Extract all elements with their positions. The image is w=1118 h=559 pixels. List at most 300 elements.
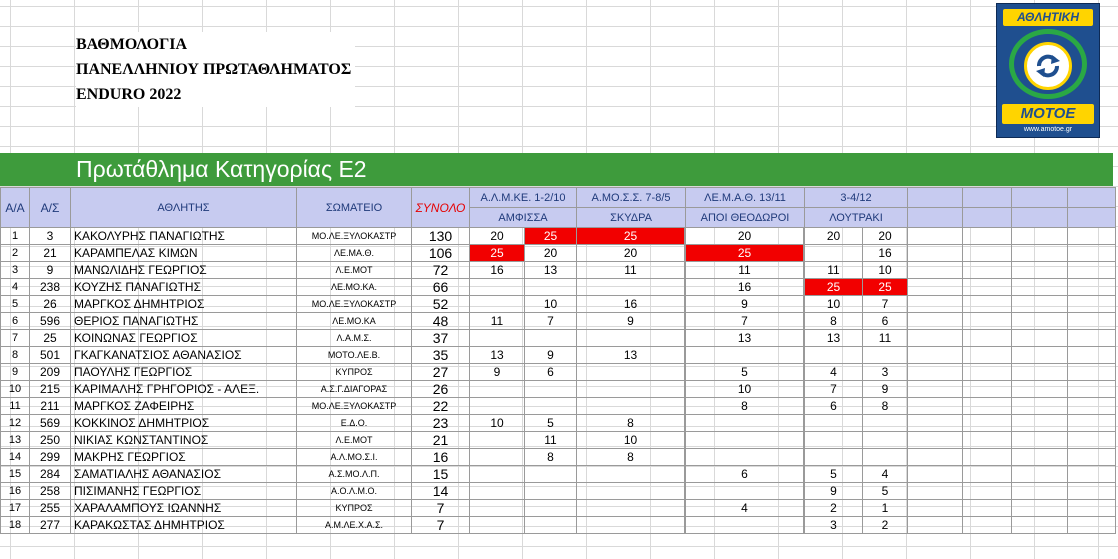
row-score-cell: 16: [686, 279, 804, 296]
row-as: 596: [30, 313, 71, 330]
table-row: [1, 398, 1116, 415]
row-total: 35: [412, 347, 470, 364]
row-score-cell: 25: [863, 279, 908, 296]
row-club: Α.Ο.Λ.Μ.Ο.: [297, 483, 412, 500]
row-as: 9: [30, 262, 71, 279]
empty-cell: [1012, 262, 1068, 279]
empty-header: [1012, 208, 1068, 228]
round-4-venue: ΛΟΥΤΡΑΚΙ: [805, 208, 908, 228]
table-row: [1, 279, 1116, 296]
row-score-cell: [470, 330, 525, 347]
row-total: 52: [412, 296, 470, 313]
title-line-1: ΒΑΘΜΟΛΟΓΙΑ: [76, 36, 188, 53]
table-row: [1, 262, 1116, 279]
row-score-cell: 9: [686, 296, 804, 313]
row-score-cell: 9: [470, 364, 525, 381]
row-as: 3: [30, 228, 71, 245]
row-as: 211: [30, 398, 71, 415]
row-score-cell: [470, 279, 525, 296]
row-total: 14: [412, 483, 470, 500]
row-aa: 8: [1, 347, 30, 364]
empty-cell: [908, 381, 963, 398]
row-score-cell: [577, 483, 685, 500]
row-total: 130: [412, 228, 470, 245]
row-score-cell: 5: [805, 466, 863, 483]
empty-cell: [908, 262, 963, 279]
row-total: 23: [412, 415, 470, 432]
row-club: ΛΕ.ΜΟ.ΚΑ: [297, 313, 412, 330]
empty-cell: [1068, 279, 1116, 296]
empty-cell: [1068, 330, 1116, 347]
empty-cell: [1068, 381, 1116, 398]
row-score-cell: [470, 466, 525, 483]
row-score-cell: 4: [863, 466, 908, 483]
col-total-header: ΣΥΝΟΛΟ: [412, 188, 470, 228]
table-row: [1, 347, 1116, 364]
empty-cell: [908, 347, 963, 364]
table-row: [1, 415, 1116, 432]
empty-cell: [1012, 381, 1068, 398]
empty-cell: [1068, 415, 1116, 432]
empty-cell: [1068, 262, 1116, 279]
row-score-cell: [686, 415, 804, 432]
row-score-cell: [525, 279, 577, 296]
row-score-cell: 10: [863, 262, 908, 279]
row-club: ΜΟΤΟ.ΛΕ.Β.: [297, 347, 412, 364]
row-score-cell: 6: [686, 466, 804, 483]
row-score-cell: 16: [470, 262, 525, 279]
row-athlete-name: ΜΑΡΓΚΟΣ ΔΗΜΗΤΡΙΟΣ: [71, 296, 297, 313]
row-score-cell: [577, 279, 685, 296]
row-athlete-name: ΓΚΑΓΚΑΝΑΤΣΙΟΣ ΑΘΑΝΑΣΙΟΣ: [71, 347, 297, 364]
row-score-cell: 25: [470, 245, 525, 262]
row-score-cell: 25: [577, 228, 685, 245]
empty-header: [1068, 208, 1116, 228]
row-score-cell: [805, 449, 863, 466]
row-score-cell: [525, 483, 577, 500]
empty-cell: [1068, 432, 1116, 449]
row-total: 26: [412, 381, 470, 398]
empty-cell: [1012, 415, 1068, 432]
row-as: 215: [30, 381, 71, 398]
empty-cell: [963, 415, 1012, 432]
row-athlete-name: ΘΕΡΙΟΣ ΠΑΝΑΓΙΩΤΗΣ: [71, 313, 297, 330]
empty-cell: [1012, 517, 1068, 534]
col-athlete-header: ΑΘΛΗΤΗΣ: [71, 188, 297, 228]
logo-bottom-text: ΜΟΤΟΕ: [1002, 104, 1094, 124]
row-score-cell: 13: [525, 262, 577, 279]
empty-cell: [1068, 245, 1116, 262]
row-score-cell: [686, 449, 804, 466]
empty-cell: [1068, 500, 1116, 517]
empty-cell: [1068, 483, 1116, 500]
empty-cell: [963, 245, 1012, 262]
row-total: 37: [412, 330, 470, 347]
row-aa: 12: [1, 415, 30, 432]
row-score-cell: 8: [577, 415, 685, 432]
row-score-cell: [525, 330, 577, 347]
row-score-cell: 4: [805, 364, 863, 381]
standings-table: [0, 187, 1116, 534]
row-aa: 13: [1, 432, 30, 449]
empty-cell: [1012, 364, 1068, 381]
row-score-cell: [470, 381, 525, 398]
row-score-cell: 20: [525, 245, 577, 262]
empty-cell: [963, 483, 1012, 500]
row-club: Λ.Ε.ΜΟΤ: [297, 432, 412, 449]
category-banner: [0, 153, 1113, 186]
empty-cell: [963, 279, 1012, 296]
row-aa: 9: [1, 364, 30, 381]
empty-cell: [1068, 517, 1116, 534]
row-club: Α.Μ.ΛΕ.Χ.Α.Σ.: [297, 517, 412, 534]
row-as: 238: [30, 279, 71, 296]
row-score-cell: [470, 449, 525, 466]
row-club: ΜΟ.ΛΕ.ΞΥΛΟΚΑΣΤΡ: [297, 398, 412, 415]
row-score-cell: 11: [470, 313, 525, 330]
row-athlete-name: ΚΑΡΙΜΑΛΗΣ ΓΡΗΓΟΡΙΟΣ - ΑΛΕΞ.: [71, 381, 297, 398]
col-club-header: ΣΩΜΑΤΕΙΟ: [297, 188, 412, 228]
empty-cell: [1012, 432, 1068, 449]
row-score-cell: 6: [863, 313, 908, 330]
row-score-cell: 11: [863, 330, 908, 347]
empty-cell: [908, 364, 963, 381]
row-as: 25: [30, 330, 71, 347]
row-score-cell: 9: [805, 483, 863, 500]
table-row: [1, 245, 1116, 262]
empty-cell: [908, 330, 963, 347]
empty-cell: [908, 432, 963, 449]
empty-cell: [1068, 296, 1116, 313]
empty-cell: [1012, 313, 1068, 330]
row-score-cell: 10: [686, 381, 804, 398]
row-athlete-name: ΚΟΚΚΙΝΟΣ ΔΗΜΗΤΡΙΟΣ: [71, 415, 297, 432]
empty-cell: [1012, 279, 1068, 296]
empty-cell: [908, 313, 963, 330]
row-aa: 10: [1, 381, 30, 398]
row-club: Α.Σ.ΜΟ.Λ.Π.: [297, 466, 412, 483]
empty-cell: [963, 517, 1012, 534]
empty-cell: [908, 245, 963, 262]
row-aa: 6: [1, 313, 30, 330]
row-score-cell: [525, 466, 577, 483]
row-score-cell: 8: [686, 398, 804, 415]
row-aa: 3: [1, 262, 30, 279]
row-club: ΜΟ.ΛΕ.ΞΥΛΟΚΑΣΤΡ: [297, 228, 412, 245]
row-total: 7: [412, 500, 470, 517]
row-score-cell: 25: [686, 245, 804, 262]
empty-cell: [963, 262, 1012, 279]
row-score-cell: [863, 449, 908, 466]
empty-cell: [963, 228, 1012, 245]
row-aa: 15: [1, 466, 30, 483]
row-score-cell: 2: [863, 517, 908, 534]
row-score-cell: 7: [686, 313, 804, 330]
empty-cell: [963, 347, 1012, 364]
row-score-cell: 8: [577, 449, 685, 466]
row-as: 21: [30, 245, 71, 262]
row-aa: 5: [1, 296, 30, 313]
row-aa: 1: [1, 228, 30, 245]
row-score-cell: 20: [470, 228, 525, 245]
row-score-cell: 7: [805, 381, 863, 398]
row-total: 72: [412, 262, 470, 279]
empty-header: [1068, 188, 1116, 208]
empty-cell: [963, 500, 1012, 517]
logo-top-text: ΑΘΛΗΤΙΚΗ: [1003, 9, 1093, 26]
empty-header: [908, 208, 963, 228]
empty-cell: [908, 228, 963, 245]
empty-cell: [963, 381, 1012, 398]
row-club: ΛΕ.ΜΟ.ΚΑ.: [297, 279, 412, 296]
row-score-cell: 25: [805, 279, 863, 296]
row-score-cell: [525, 500, 577, 517]
row-aa: 4: [1, 279, 30, 296]
col-as-header: Α/Σ: [30, 188, 71, 228]
row-score-cell: 16: [577, 296, 685, 313]
round-2-organizer: Α.ΜΟ.Σ.Σ. 7-8/5: [577, 188, 686, 208]
row-score-cell: 10: [525, 296, 577, 313]
row-score-cell: 3: [863, 364, 908, 381]
empty-cell: [908, 449, 963, 466]
row-score-cell: 13: [805, 330, 863, 347]
row-score-cell: [470, 296, 525, 313]
empty-cell: [1012, 296, 1068, 313]
table-row: [1, 500, 1116, 517]
row-score-cell: 20: [805, 228, 863, 245]
row-as: 255: [30, 500, 71, 517]
row-score-cell: [863, 415, 908, 432]
row-as: 26: [30, 296, 71, 313]
empty-cell: [1068, 228, 1116, 245]
row-total: 106: [412, 245, 470, 262]
table-row: [1, 449, 1116, 466]
row-total: 48: [412, 313, 470, 330]
row-score-cell: 3: [805, 517, 863, 534]
row-total: 7: [412, 517, 470, 534]
empty-cell: [908, 296, 963, 313]
row-club: Α.Σ.Γ.ΔΙΑΓΟΡΑΣ: [297, 381, 412, 398]
title-line-3: ENDURO 2022: [76, 86, 182, 103]
empty-cell: [1012, 245, 1068, 262]
row-athlete-name: ΚΟΥΖΗΣ ΠΑΝΑΓΙΩΤΗΣ: [71, 279, 297, 296]
empty-cell: [963, 398, 1012, 415]
round-1-organizer: Α.Λ.Μ.ΚΕ. 1-2/10: [470, 188, 577, 208]
table-row: [1, 381, 1116, 398]
row-score-cell: [805, 347, 863, 364]
empty-cell: [963, 466, 1012, 483]
row-athlete-name: ΚΟΙΝΩΝΑΣ ΓΕΩΡΓΙΟΣ: [71, 330, 297, 347]
row-score-cell: [525, 381, 577, 398]
row-athlete-name: ΠΙΣΙΜΑΝΗΣ ΓΕΩΡΓΙΟΣ: [71, 483, 297, 500]
empty-cell: [908, 415, 963, 432]
empty-cell: [1068, 449, 1116, 466]
row-score-cell: [805, 245, 863, 262]
row-score-cell: 2: [805, 500, 863, 517]
row-club: Ε.Δ.Ο.: [297, 415, 412, 432]
row-aa: 14: [1, 449, 30, 466]
logo-url: www.amotoe.gr: [1023, 126, 1073, 133]
table-row: [1, 313, 1116, 330]
row-as: 299: [30, 449, 71, 466]
empty-cell: [1068, 466, 1116, 483]
row-score-cell: [577, 381, 685, 398]
row-aa: 18: [1, 517, 30, 534]
row-score-cell: 7: [863, 296, 908, 313]
row-score-cell: [525, 517, 577, 534]
row-score-cell: [525, 398, 577, 415]
row-score-cell: 16: [863, 245, 908, 262]
row-score-cell: 20: [577, 245, 685, 262]
row-score-cell: 5: [525, 415, 577, 432]
table-row: [1, 364, 1116, 381]
row-score-cell: 8: [805, 313, 863, 330]
row-total: 22: [412, 398, 470, 415]
row-score-cell: [470, 432, 525, 449]
empty-header: [1012, 188, 1068, 208]
row-score-cell: 8: [525, 449, 577, 466]
row-as: 284: [30, 466, 71, 483]
title-line-2: ΠΑΝΕΛΛΗΝΙΟΥ ΠΡΩΤΑΘΛΗΜΑΤΟΣ: [76, 61, 352, 78]
empty-cell: [1012, 449, 1068, 466]
empty-cell: [963, 449, 1012, 466]
table-row: [1, 483, 1116, 500]
row-athlete-name: ΜΑΝΩΛΙΔΗΣ ΓΕΩΡΓΙΟΣ: [71, 262, 297, 279]
row-score-cell: [577, 517, 685, 534]
empty-cell: [1068, 364, 1116, 381]
row-athlete-name: ΚΑΚΟΛΥΡΗΣ ΠΑΝΑΓΙΩΤΗΣ: [71, 228, 297, 245]
row-score-cell: 9: [863, 381, 908, 398]
round-1-venue: ΑΜΦΙΣΣΑ: [470, 208, 577, 228]
row-as: 258: [30, 483, 71, 500]
row-score-cell: 20: [863, 228, 908, 245]
row-athlete-name: ΝΙΚΙΑΣ ΚΩΝΣΤΑΝΤΙΝΟΣ: [71, 432, 297, 449]
empty-header: [963, 188, 1012, 208]
row-score-cell: [577, 466, 685, 483]
table-row: [1, 296, 1116, 313]
empty-cell: [1012, 330, 1068, 347]
row-aa: 17: [1, 500, 30, 517]
table-row: [1, 517, 1116, 534]
amotoe-logo: [996, 3, 1100, 138]
table-row: [1, 330, 1116, 347]
row-club: Λ.Α.Μ.Σ.: [297, 330, 412, 347]
row-club: ΜΟ.ΛΕ.ΞΥΛΟΚΑΣΤΡ: [297, 296, 412, 313]
round-2-venue: ΣΚΥΔΡΑ: [577, 208, 686, 228]
table-row: [1, 228, 1116, 245]
empty-cell: [1012, 347, 1068, 364]
row-athlete-name: ΚΑΡΑΜΠΕΛΑΣ ΚΙΜΩΝ: [71, 245, 297, 262]
row-score-cell: [686, 483, 804, 500]
standings-body: [1, 228, 1116, 534]
row-score-cell: 9: [525, 347, 577, 364]
empty-cell: [963, 296, 1012, 313]
row-score-cell: 7: [525, 313, 577, 330]
empty-cell: [908, 483, 963, 500]
row-total: 27: [412, 364, 470, 381]
empty-cell: [1012, 398, 1068, 415]
row-score-cell: 20: [686, 228, 804, 245]
row-aa: 16: [1, 483, 30, 500]
empty-cell: [908, 500, 963, 517]
row-score-cell: 5: [686, 364, 804, 381]
empty-cell: [908, 279, 963, 296]
row-club: Λ.Ε.ΜΟΤ: [297, 262, 412, 279]
row-score-cell: 10: [805, 296, 863, 313]
row-score-cell: 11: [525, 432, 577, 449]
row-athlete-name: ΜΑΡΓΚΟΣ ΖΑΦΕΙΡΗΣ: [71, 398, 297, 415]
row-score-cell: [577, 398, 685, 415]
empty-cell: [963, 364, 1012, 381]
row-as: 250: [30, 432, 71, 449]
empty-cell: [963, 313, 1012, 330]
row-club: Α.Λ.ΜΟ.Σ.Ι.: [297, 449, 412, 466]
row-score-cell: 6: [525, 364, 577, 381]
row-score-cell: [577, 364, 685, 381]
empty-cell: [908, 398, 963, 415]
row-as: 569: [30, 415, 71, 432]
row-score-cell: [577, 330, 685, 347]
row-score-cell: [686, 432, 804, 449]
row-aa: 11: [1, 398, 30, 415]
title-block: [76, 32, 355, 107]
empty-cell: [908, 466, 963, 483]
empty-cell: [963, 432, 1012, 449]
row-score-cell: 6: [805, 398, 863, 415]
row-score-cell: 13: [577, 347, 685, 364]
empty-cell: [1068, 313, 1116, 330]
row-score-cell: [470, 483, 525, 500]
row-score-cell: [470, 517, 525, 534]
rotation-arrows-icon: [1024, 42, 1072, 90]
row-as: 277: [30, 517, 71, 534]
row-score-cell: 1: [863, 500, 908, 517]
row-score-cell: 8: [863, 398, 908, 415]
row-as: 209: [30, 364, 71, 381]
row-total: 66: [412, 279, 470, 296]
row-score-cell: [863, 347, 908, 364]
empty-cell: [1012, 466, 1068, 483]
row-aa: 7: [1, 330, 30, 347]
row-score-cell: [805, 415, 863, 432]
row-score-cell: 10: [470, 415, 525, 432]
row-score-cell: 10: [577, 432, 685, 449]
row-athlete-name: ΠΑΟΥΛΗΣ ΓΕΩΡΓΙΟΣ: [71, 364, 297, 381]
row-score-cell: 9: [577, 313, 685, 330]
row-score-cell: 13: [686, 330, 804, 347]
row-as: 501: [30, 347, 71, 364]
row-athlete-name: ΜΑΚΡΗΣ ΓΕΩΡΓΙΟΣ: [71, 449, 297, 466]
row-score-cell: 11: [577, 262, 685, 279]
row-athlete-name: ΚΑΡΑΚΩΣΤΑΣ ΔΗΜΗΤΡΙΟΣ: [71, 517, 297, 534]
empty-cell: [1068, 347, 1116, 364]
row-total: 15: [412, 466, 470, 483]
empty-header: [963, 208, 1012, 228]
row-score-cell: [686, 517, 804, 534]
row-total: 21: [412, 432, 470, 449]
row-score-cell: [863, 432, 908, 449]
row-score-cell: 13: [470, 347, 525, 364]
table-row: [1, 466, 1116, 483]
row-score-cell: [470, 398, 525, 415]
round-4-organizer: 3-4/12: [805, 188, 908, 208]
row-score-cell: 5: [863, 483, 908, 500]
empty-cell: [1012, 500, 1068, 517]
row-score-cell: 11: [686, 262, 804, 279]
row-club: ΚΥΠΡΟΣ: [297, 500, 412, 517]
row-score-cell: [686, 347, 804, 364]
row-score-cell: 11: [805, 262, 863, 279]
